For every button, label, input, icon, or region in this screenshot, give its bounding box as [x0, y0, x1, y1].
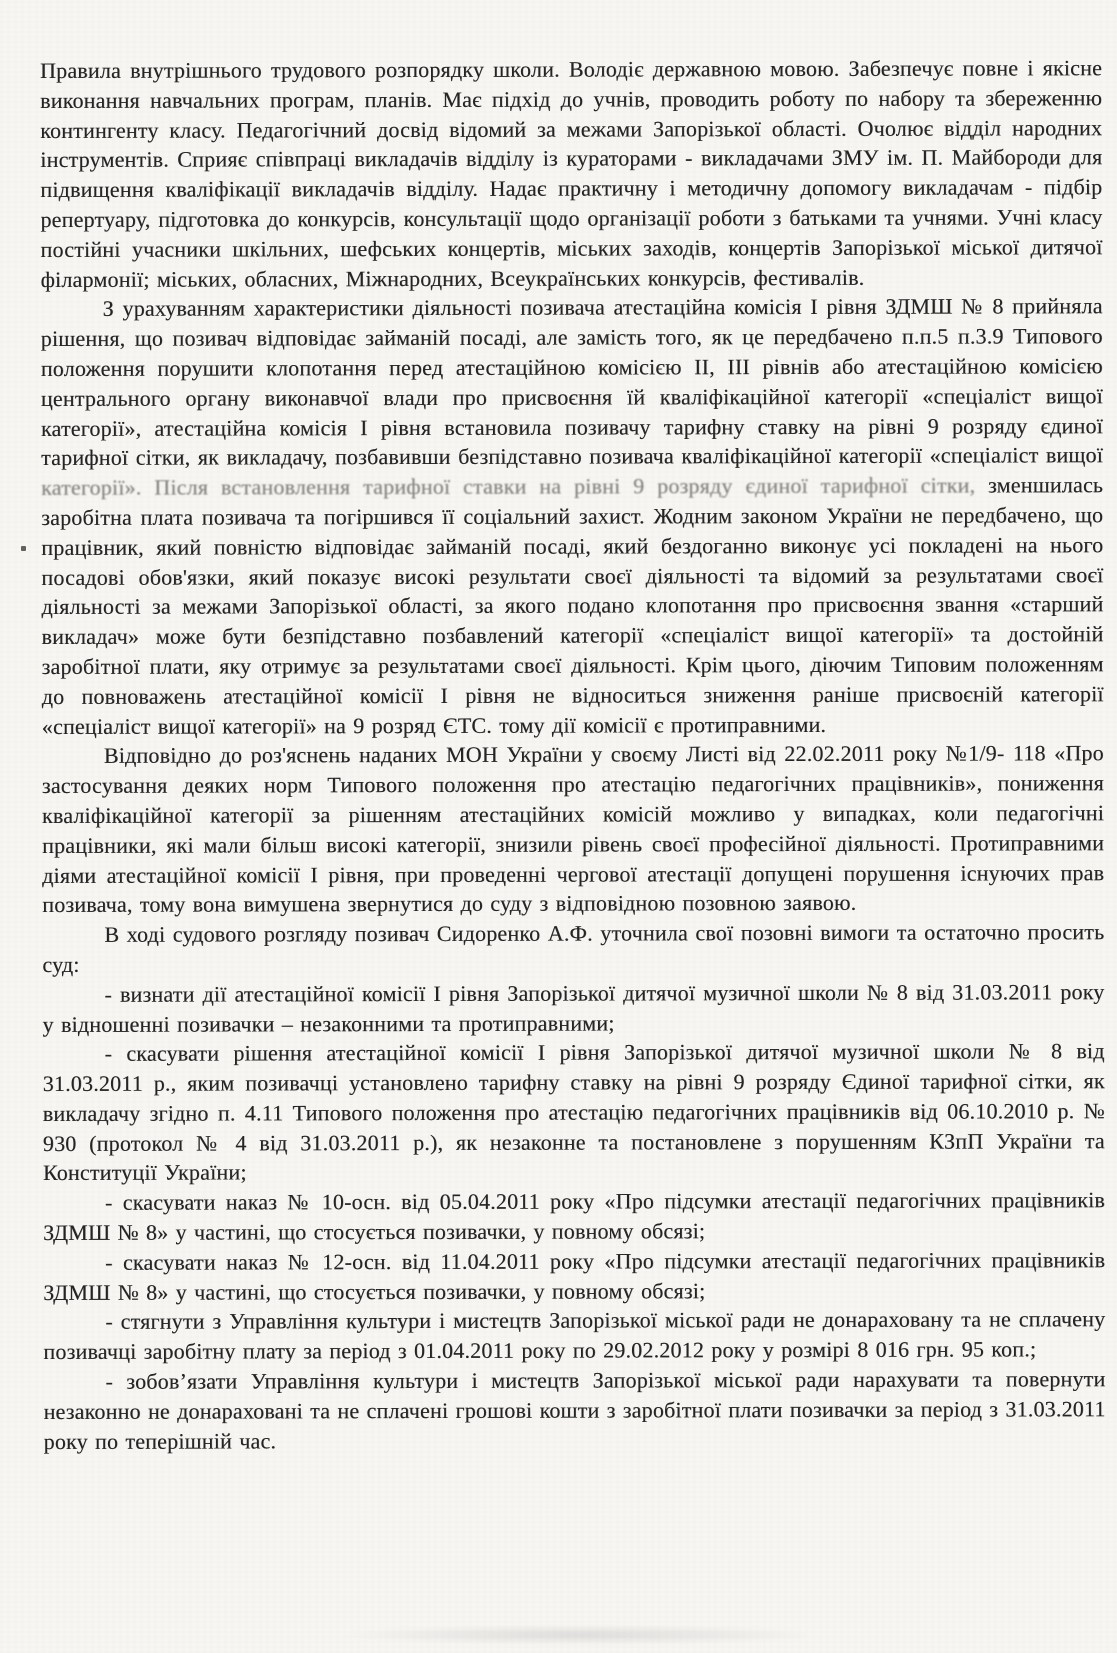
- scan-smudge-artifact: [350, 1626, 810, 1644]
- claim-item-cancel-commission-decision: - скасувати рішення атестаційної комісії I рівня Запорізької дитячої музичної школи № 8 від 31.03.2011 р., яким позивачці установлено тарифну ставку на рівні 9 розряду Єдиної тарифної сітки, як викладачу згідно п. 4.11 Типового положення про атестацію педагогічних працівників від 06.10.2010 р. № 930 (протокол № 4 від 31.03.2011 р.), як незаконне та постановлене з порушенням КЗпП України та Конституції України;: [42, 1038, 1105, 1186]
- claim-item-recover-salary: - стягнути з Управління культури і мистецтв Запорізької міської ради не донараховану та не сплачену позивачці заробітну плату за період з 01.04.2011 року по 29.02.2012 року у розмірі 8 016 грн. 95 коп.;: [43, 1306, 1106, 1365]
- ink-speck-artifact: [21, 546, 26, 551]
- claim-item-cancel-order-10: - скасувати наказ № 10-осн. від 05.04.2011 року «Про підсумки атестації педагогічних працівників ЗДМШ № 8» у частині, що стосується позивачки, у повному обсязі;: [43, 1187, 1106, 1246]
- paragraph-commission-decision-ghost-line: категорії». Після встановлення тарифної ставки на рівні 9 розряду єдиної тарифної сітки,: [41, 472, 989, 501]
- paragraph-commission-decision-part-1: З урахуванням характеристики діяльності позивача атестаційна комісія I рівня ЗДМШ № 8 прийняла рішення, що позивач відповідає займаній посаді, але замість того, як це передбачено п.п.5 п.3.9 Типового положення порушити клопотання перед атестаційною комісією II, III рівнів або атестаційною комісією центрального органу виконавчої влади про присвоєння їй кваліфікаційної категорії «спеціаліст вищої категорії», атестаційна комісія I рівня встановила позивачу тарифну ставку на рівні 9 розряду єдиної тарифної сітки, як викладачу, позбавивши безпідставно позивача кваліфікаційної категорії «спеціаліст вищої: [40, 293, 1104, 471]
- paragraph-commission-decision-part-3: зменшилась заробітна плата позивача та погіршився її соціальний захист. Жодним законом України не передбачено, що працівник, який повністю відповідає займаній посаді, який бездоганно виконує усі покладені на нього посадові обов'язки, який показує високі результати своєї діяльності та відомий за результатами своєї діяльності за межами Запорізької області, за якого подано клопотання про присвоєння звання «старший викладач» може бути безпідставно позбавлений категорії «спеціаліст вищої категорії» та достойній заробітної плати, яку отримує за результатами своєї діяльності. Крім цього, діючим Типовим положенням до повноважень атестаційної комісії I рівня не відноситься зниження раніше присвоєній категорії «спеціаліст вищої категорії» на 9 розряд ЄТС. тому дії комісії є протиправними.: [41, 472, 1104, 739]
- paragraph-mon-clarification: Відповідно до роз'яснень наданих МОН України у своєму Листі від 22.02.2011 року №1/9- 118 «Про застосування деяких норм Типового положення про атестацію педагогічних працівників», пониження кваліфікаційної категорії за рішенням атестаційних комісій можливо у випадках, коли педагогічні працівники, які мали більш високі категорії, знизили рівень своєї професійної діяльності. Протиправними діями атестаційної комісії I рівня, при проведенні чергової атестації допущені порушення існуючих прав позивача, тому вона вимушена звернутися до суду з відповідною позовною заявою.: [41, 740, 1105, 918]
- document-text-block: [40, 53, 1106, 1456]
- claim-item-cancel-order-12: - скасувати наказ № 12-осн. від 11.04.2011 року «Про підсумки атестації педагогічних працівників ЗДМШ № 8» у частині, що стосується позивачки, у повному обсязі;: [43, 1247, 1106, 1305]
- paragraph-commission-decision: [41, 292, 1104, 742]
- claim-item-oblige-repayment: - зобов’язати Управління культури і мистецтв Запорізької міської ради нарахувати та повернути незаконно не донараховані та не сплачені грошові кошти з заробітної плати позивачки за період з 31.03.2011 року по теперішній час.: [43, 1366, 1106, 1454]
- paragraph-duties-description: Правила внутрішнього трудового розпорядку школи. Володіє державною мовою. Забезпечує повне і якісне виконання навчальних програм, планів. Має підхід до учнів, проводить роботу по набору та збереженню контингенту класу. Педагогічний досвід відомий за межами Запорізької області. Очолює відділ народних інструментів. Сприяє співпраці викладачів відділу із кураторами - викладачами ЗМУ ім. П. Майбороди для підвищення кваліфікації викладачів відділу. Надає практичну і методичну допомогу викладачам - підбір репертуару, підготовка до конкурсів, консультації щодо організації роботи з батьками та учнями. Учні класу постійні учасники шкільних, шефських концертів, міських заходів, концертів Запорізької міської дитячої філармонії; міських, обласних, Міжнародних, Всеукраїнських конкурсів, фестивалів.: [40, 55, 1103, 292]
- paragraph-plaintiff-requests-intro: В ході судового розгляду позивач Сидоренко А.Ф. уточнила свої позовні вимоги та остаточно просить суд:: [42, 919, 1105, 977]
- claim-item-recognize-actions-unlawful: - визнати дії атестаційної комісії I рівня Запорізької дитячої музичної школи № 8 від 31.03.2011 року у відношенні позивачки – незаконними та протиправними;: [42, 978, 1105, 1037]
